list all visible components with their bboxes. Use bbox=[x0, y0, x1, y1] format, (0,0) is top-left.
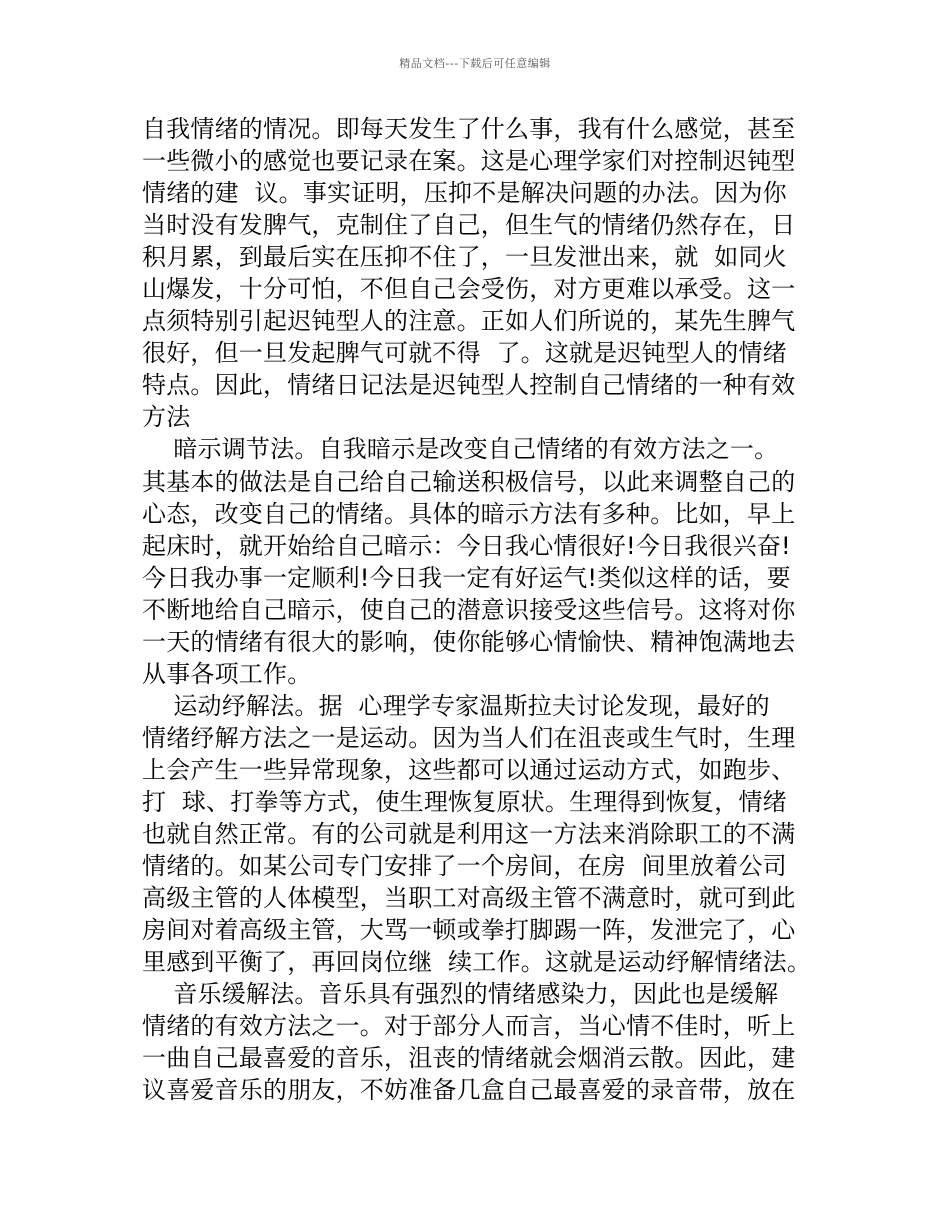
text-line: 运动纾解法。据 心理学专家温斯拉夫讨论发现，最好的 bbox=[142, 691, 770, 720]
text-line: 打 球、打拳等方式，使生理恢复原状。生理得到恢复，情绪 bbox=[142, 787, 787, 816]
text-line: 上会产生一些异常现象，这些都可以通过运动方式，如跑步、 bbox=[142, 755, 796, 784]
text-line: 一曲自己最喜爱的音乐，沮丧的情绪就会烟消云散。因此，建 bbox=[142, 1044, 796, 1073]
text-line: 一天的情绪有很大的影响，使你能够心情愉快、精神饱满地去 bbox=[142, 627, 796, 656]
text-line: 其基本的做法是自己给自己输送积极信号，以此来调整自己的 bbox=[142, 467, 796, 496]
text-line: 特点。因此，情绪日记法是迟钝型人控制自己情绪的一种有效 bbox=[142, 371, 796, 400]
text-line: 议喜爱音乐的朋友，不妨准备几盒自己最喜爱的录音带，放在 bbox=[142, 1076, 796, 1105]
text-line: 暗示调节法。自我暗示是改变自己情绪的有效方法之一。 bbox=[142, 435, 779, 464]
page-header: 精品文档---下载后可任意编辑 bbox=[399, 57, 551, 70]
text-line: 房间对着高级主管，大骂一顿或拳打脚踢一阵，发泄完了，心 bbox=[142, 916, 796, 945]
text-line: 心态，改变自己的情绪。具体的暗示方法有多种。比如，早上 bbox=[142, 499, 796, 528]
text-line: 方法 bbox=[142, 403, 191, 432]
text-line: 很好，但一旦发起脾气可就不得 了。这就是迟钝型人的情绪 bbox=[142, 339, 787, 368]
document-body bbox=[142, 113, 832, 1106]
text-line: 起床时，就开始给自己暗示：今日我心情很好!今日我很兴奋! bbox=[142, 531, 791, 560]
text-line: 音乐缓解法。音乐具有强烈的情绪感染力，因此也是缓解 bbox=[142, 980, 779, 1009]
text-line: 不断地给自己暗示，使自己的潜意识接受这些信号。这将对你 bbox=[142, 595, 796, 624]
text-line: 从事各项工作。 bbox=[142, 659, 312, 688]
text-line: 积月累，到最后实在压抑不住了，一旦发泄出来，就 如同火 bbox=[142, 243, 787, 272]
text-line: 高级主管的人体模型，当职工对高级主管不满意时，就可到此 bbox=[142, 884, 796, 913]
text-line: 当时没有发脾气，克制住了自己，但生气的情绪仍然存在，日 bbox=[142, 211, 796, 240]
text-line: 情绪纾解方法之一是运动。因为当人们在沮丧或生气时，生理 bbox=[142, 723, 796, 752]
text-line: 情绪的。如某公司专门安排了一个房间，在房 间里放着公司 bbox=[142, 852, 787, 881]
text-line: 今日我办事一定顺利!今日我一定有好运气!类似这样的话，要 bbox=[142, 563, 791, 592]
text-line: 也就自然正常。有的公司就是利用这一方法来消除职工的不满 bbox=[142, 820, 796, 849]
text-line: 情绪的有效方法之一。对于部分人而言，当心情不佳时，听上 bbox=[142, 1012, 796, 1041]
text-line: 山爆发，十分可怕，不但自己会受伤，对方更难以承受。这一 bbox=[142, 275, 796, 304]
text-line: 里感到平衡了，再回岗位继 续工作。这就是运动纾解情绪法。 bbox=[142, 948, 812, 977]
text-line: 点须特别引起迟钝型人的注意。正如人们所说的，某先生脾气 bbox=[142, 307, 796, 336]
text-line: 一些微小的感觉也要记录在案。这是心理学家们对控制迟钝型 bbox=[142, 147, 796, 176]
text-line: 情绪的建 议。事实证明，压抑不是解决问题的办法。因为你 bbox=[142, 179, 787, 208]
text-line: 自我情绪的情况。即每天发生了什么事，我有什么感觉，甚至 bbox=[142, 115, 796, 143]
